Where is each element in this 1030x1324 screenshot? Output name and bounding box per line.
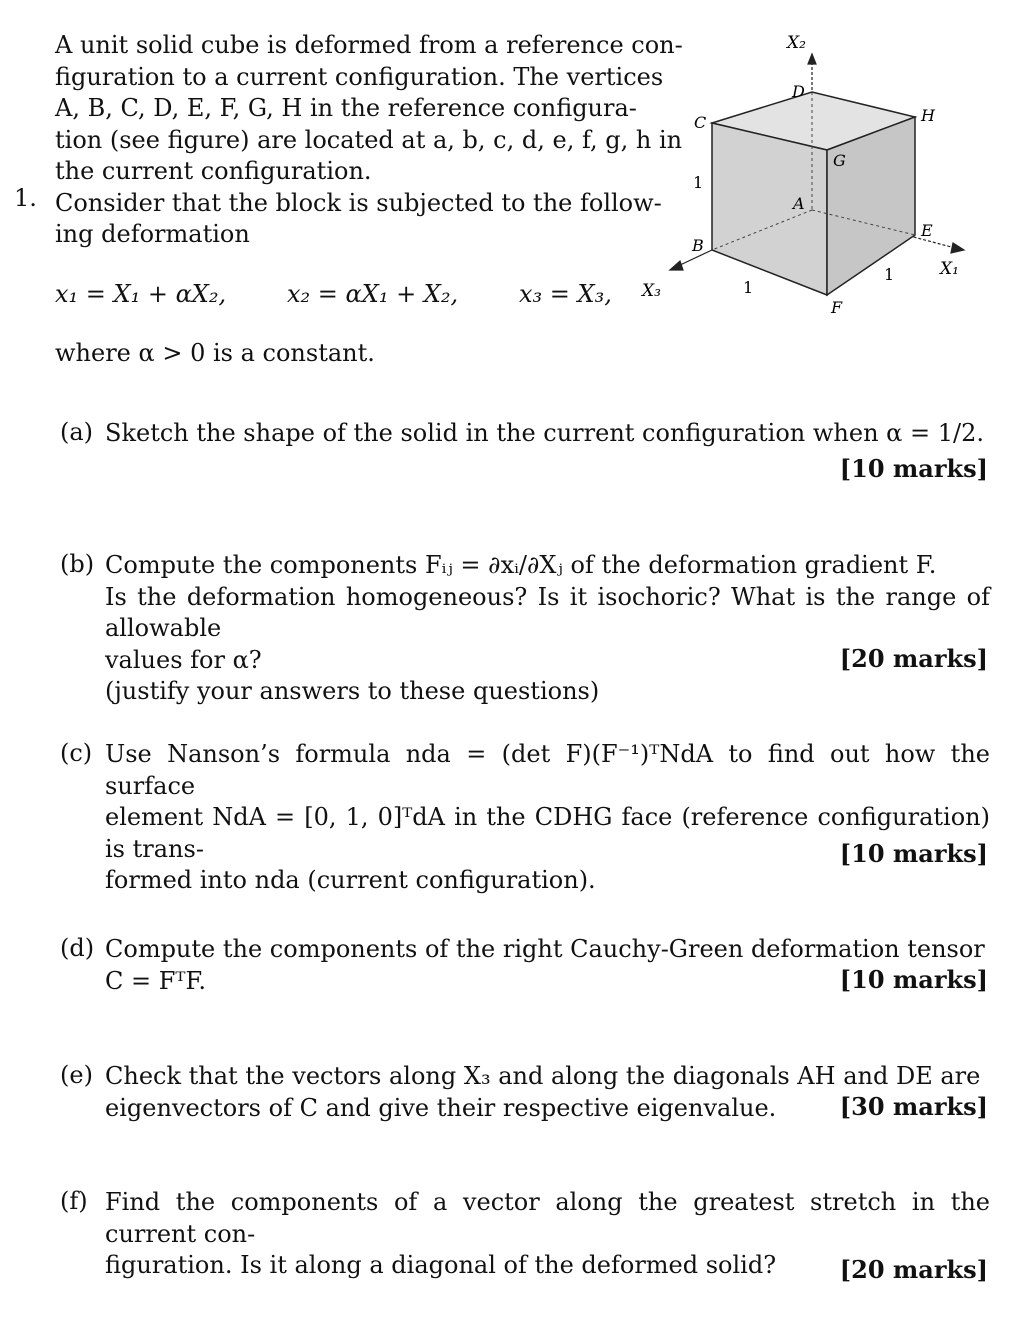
part-c-label: (c) bbox=[60, 739, 93, 767]
intro-line: the current configuration. bbox=[55, 157, 372, 185]
part-a-text bbox=[105, 418, 990, 450]
part-e-label: (e) bbox=[60, 1061, 93, 1089]
equation-x1: x₁ = X₁ + αX₂, bbox=[55, 280, 227, 308]
part-a-label: (a) bbox=[60, 418, 94, 446]
vertex-c-label: C bbox=[694, 113, 707, 132]
intro-paragraph bbox=[55, 30, 683, 251]
part-f-marks: [20 marks] bbox=[839, 1255, 988, 1284]
part-c-marks: [10 marks] bbox=[839, 839, 988, 868]
part-d-line: Compute the components of the right Cauchy-Green deformation tensor bbox=[105, 935, 985, 963]
vertex-g-label: G bbox=[833, 151, 846, 170]
vertex-e-label: E bbox=[921, 221, 933, 240]
part-b-text bbox=[105, 550, 990, 708]
part-c-text bbox=[105, 739, 990, 897]
part-f-line: Find the components of a vector along the greatest stretch in the current con- bbox=[105, 1188, 990, 1248]
vertex-f-label: F bbox=[831, 298, 843, 317]
part-a-marks: [10 marks] bbox=[839, 454, 988, 483]
vertex-b-label: B bbox=[692, 236, 704, 255]
intro-line: tion (see figure) are located at a, b, c, d, e, f, g, h in bbox=[55, 125, 683, 154]
part-e-line: eigenvectors of C and give their respective eigenvalue. bbox=[105, 1093, 777, 1122]
intro-line: ing deformation bbox=[55, 220, 250, 248]
part-d-marks: [10 marks] bbox=[839, 965, 988, 994]
part-b-marks: [20 marks] bbox=[839, 644, 988, 673]
dimension-left-label: 1 bbox=[743, 278, 754, 297]
intro-line: figuration to a current configuration. The vertices bbox=[55, 62, 664, 91]
intro-line: Consider that the block is subjected to the follow- bbox=[55, 188, 662, 217]
part-d-line: C = FᵀF. bbox=[105, 966, 207, 995]
part-f-label: (f) bbox=[60, 1187, 88, 1215]
part-b-line: Is the deformation homogeneous? Is it isochoric? What is the range of allowable bbox=[105, 582, 990, 642]
intro-line: A unit solid cube is deformed from a reference con- bbox=[55, 31, 683, 59]
cube-front-face bbox=[712, 123, 827, 295]
part-b-line: (justify your answers to these questions) bbox=[105, 677, 600, 705]
intro-line: A, B, C, D, E, F, G, H in the reference configura- bbox=[55, 94, 637, 122]
axis-x1-arrow-icon bbox=[951, 243, 964, 253]
dimension-vertical-label: 1 bbox=[693, 173, 704, 192]
equation-x2: x₂ = αX₁ + X₂, bbox=[287, 280, 459, 308]
question-number: 1. bbox=[14, 184, 37, 212]
part-c-line: element NdA = [0, 1, 0]ᵀdA in the CDHG face (reference configuration) is trans- bbox=[105, 803, 990, 863]
axis-x1-label: X₁ bbox=[940, 259, 959, 279]
part-f-line: figuration. Is it along a diagonal of the deformed solid? bbox=[105, 1251, 777, 1279]
part-e-line: Check that the vectors along X₃ and along the diagonals AH and DE are bbox=[105, 1062, 981, 1090]
axis-x3-arrow-icon bbox=[670, 261, 683, 270]
part-c-line: Use Nanson’s formula nda = (det F)(F⁻¹)ᵀNdA to find out how the surface bbox=[105, 740, 990, 800]
axis-x3-label: X₃ bbox=[642, 281, 661, 301]
vertex-a-label: A bbox=[793, 194, 805, 213]
part-b-line: Compute the components Fᵢⱼ = ∂xᵢ/∂Xⱼ of the deformation gradient F. bbox=[105, 551, 937, 579]
part-e-marks: [30 marks] bbox=[839, 1092, 988, 1121]
axis-x2-label: X₂ bbox=[787, 33, 806, 53]
part-d-label: (d) bbox=[60, 934, 95, 962]
where-text: where α > 0 is a constant. bbox=[55, 339, 375, 367]
vertex-d-label: D bbox=[792, 82, 805, 101]
vertex-h-label: H bbox=[921, 106, 935, 125]
part-a-line: Sketch the shape of the solid in the current configuration when α = 1/2. bbox=[105, 419, 984, 447]
axis-x2-arrow-icon bbox=[808, 54, 816, 64]
part-b-line: values for α? bbox=[105, 645, 262, 674]
cube-figure bbox=[630, 20, 990, 325]
part-c-line: formed into nda (current configuration). bbox=[105, 866, 596, 894]
dimension-right-label: 1 bbox=[884, 265, 895, 284]
equation-x3: x₃ = X₃, bbox=[519, 280, 612, 308]
part-b-label: (b) bbox=[60, 550, 95, 578]
